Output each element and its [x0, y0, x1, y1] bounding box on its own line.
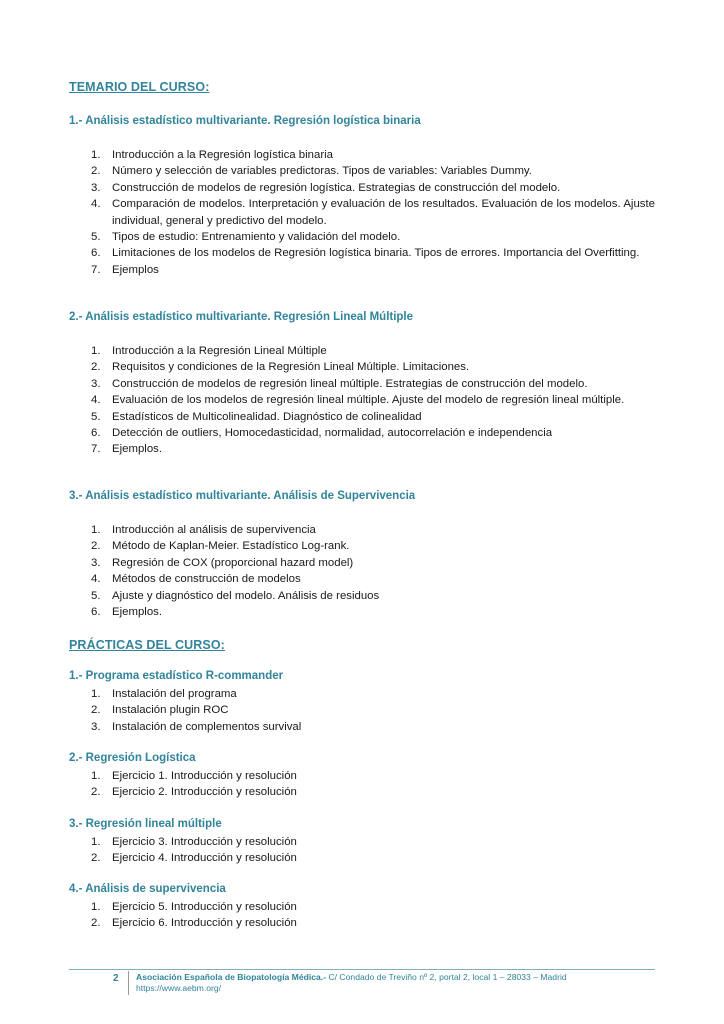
item-number: 2. — [91, 165, 101, 178]
temario-section-1-heading: 1.- Análisis estadístico multivariante. Regresión logística binaria — [69, 115, 421, 127]
practicas-section-1-heading: 1.- Programa estadístico R-commander — [69, 670, 284, 682]
temario-section-1-list — [69, 147, 655, 278]
list-item: 2. Ejercicio 6. Introducción y resolución — [69, 915, 655, 931]
list-item: 3. Construcción de modelos de regresión logística. Estrategias de construcción del modelo. — [69, 180, 655, 196]
list-item: 6. Limitaciones de los modelos de Regresión logística binaria. Tipos de errores. Importancia del Overfitting. — [69, 245, 655, 261]
footer-text — [136, 972, 567, 994]
temario-section-2-heading: 2.- Análisis estadístico multivariante. Regresión Lineal Múltiple — [69, 311, 414, 323]
footer-url-link[interactable]: https://www.aebm.org/ — [136, 983, 222, 993]
item-number: 1. — [91, 688, 101, 700]
item-number: 1. — [91, 149, 101, 161]
item-number: 4. — [91, 394, 101, 407]
item-number: 2. — [91, 704, 101, 717]
practicas-section-2-heading: 2.- Regresión Logística — [69, 752, 196, 764]
footer-separator — [128, 971, 129, 995]
list-item: 4. Comparación de modelos. Interpretación y evaluación de los resultados. Evaluación de los modelos. Ajuste individual, general y predictivo del modelo. — [91, 198, 655, 227]
list-item: 7. Ejemplos. — [69, 441, 655, 457]
list-item: 4. Evaluación de los modelos de regresión lineal múltiple. Ajuste del modelo de regresión lineal múltiple. — [69, 392, 655, 408]
list-item: 5. Tipos de estudio: Entrenamiento y validación del modelo. — [69, 229, 655, 245]
item-number: 1. — [91, 345, 101, 357]
practicas-section-4-list — [69, 899, 655, 932]
item-number: 2. — [91, 540, 101, 553]
footer-org-name: Asociación Española de Biopatología Médica.- — [136, 972, 327, 982]
list-item: 5. Ajuste y diagnóstico del modelo. Análisis de residuos — [69, 588, 655, 604]
item-number: 3. — [91, 181, 101, 194]
practicas-section-4-heading: 4.- Análisis de supervivencia — [69, 883, 226, 895]
item-number: 5. — [91, 231, 101, 244]
list-item: 6. Detección de outliers, Homocedasticidad, normalidad, autocorrelación e independencia — [69, 425, 655, 441]
item-number: 1. — [91, 524, 101, 536]
item-number: 5. — [91, 410, 101, 423]
list-item: 1. Ejercicio 3. Introducción y resolución — [69, 834, 655, 850]
list-item: 2. Ejercicio 2. Introducción y resolución — [69, 784, 655, 800]
item-number: 7. — [91, 443, 101, 456]
item-number: 6. — [91, 606, 101, 619]
footer-divider — [69, 969, 655, 970]
list-item: 1. Ejercicio 1. Introducción y resolución — [69, 768, 655, 784]
item-number: 6. — [91, 427, 101, 440]
temario-title: TEMARIO DEL CURSO: — [69, 80, 210, 94]
item-number: 7. — [91, 263, 101, 276]
list-item: 4. Métodos de construcción de modelos — [69, 571, 655, 587]
list-item: 3. Instalación de complementos survival — [69, 719, 655, 735]
item-number: 2. — [91, 361, 101, 374]
item-number: 6. — [91, 247, 101, 260]
practicas-title: PRÁCTICAS DEL CURSO: — [69, 638, 225, 652]
list-item: 2. Requisitos y condiciones de la Regresión Lineal Múltiple. Limitaciones. — [69, 359, 655, 375]
footer-address: C/ Condado de Treviño nº 2, portal 2, local 1 – 28033 – Madrid — [326, 972, 567, 982]
practicas-section-2-list — [69, 768, 655, 801]
list-item: 1. Introducción a la Regresión Lineal Múltiple — [69, 343, 655, 359]
list-item: 2. Número y selección de variables predictoras. Tipos de variables: Variables Dummy. — [69, 163, 655, 179]
item-number: 1. — [91, 901, 101, 913]
temario-section-3-list — [69, 522, 655, 620]
list-item: 1. Introducción a la Regresión logística binaria — [69, 147, 655, 163]
list-item: 1. Introducción al análisis de supervivencia — [69, 522, 655, 538]
list-item: 1. Instalación del programa — [69, 686, 655, 702]
item-number: 2. — [91, 786, 101, 799]
item-number: 1. — [91, 836, 101, 848]
temario-section-3-heading: 3.- Análisis estadístico multivariante. Análisis de Supervivencia — [69, 490, 416, 502]
item-number: 2. — [91, 852, 101, 865]
practicas-section-3-list — [69, 834, 655, 867]
practicas-section-3-heading: 3.- Regresión lineal múltiple — [69, 818, 222, 830]
list-item: 3. Regresión de COX (proporcional hazard model) — [69, 555, 655, 571]
item-number: 5. — [91, 589, 101, 602]
temario-section-2-list — [69, 343, 655, 458]
list-item: 5. Estadísticos de Multicolinealidad. Diagnóstico de colinealidad — [69, 409, 655, 425]
list-item: 1. Ejercicio 5. Introducción y resolución — [69, 899, 655, 915]
item-number: 3. — [91, 720, 101, 733]
page-number: 2 — [113, 973, 119, 984]
item-number: 2. — [91, 917, 101, 930]
item-number: 4. — [91, 198, 101, 211]
list-item: 3. Construcción de modelos de regresión lineal múltiple. Estrategias de construcción del modelo. — [69, 376, 655, 392]
item-number: 4. — [91, 573, 101, 586]
list-item: 2. Ejercicio 4. Introducción y resolución — [69, 850, 655, 866]
list-item: 2. Instalación plugin ROC — [69, 702, 655, 718]
list-item: 7. Ejemplos — [69, 262, 655, 278]
item-number: 1. — [91, 770, 101, 782]
practicas-section-1-list — [69, 686, 655, 735]
item-number: 3. — [91, 556, 101, 569]
list-item: 2. Método de Kaplan-Meier. Estadístico Log-rank. — [69, 538, 655, 554]
list-item: 6. Ejemplos. — [69, 604, 655, 620]
item-number: 3. — [91, 377, 101, 390]
